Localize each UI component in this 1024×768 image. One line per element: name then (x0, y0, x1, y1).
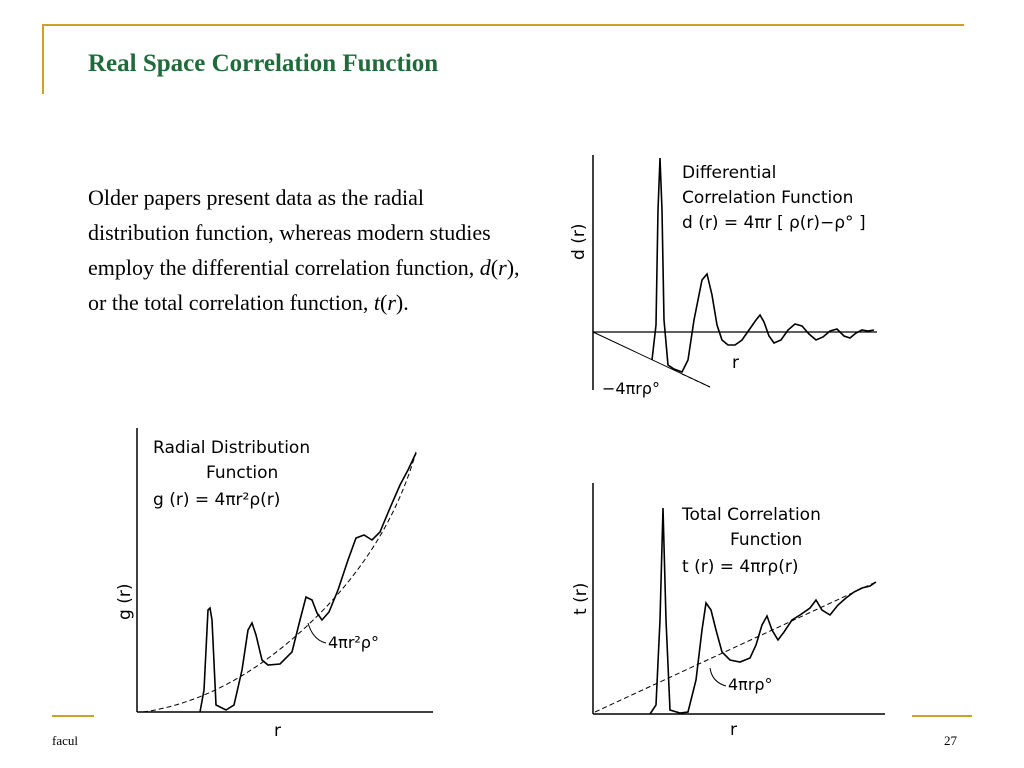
rdf-title-2: Function (206, 463, 279, 483)
diff-formula: d (r) = 4πr [ ρ(r)−ρ° ] (682, 213, 866, 233)
slide-title: Real Space Correlation Function (88, 50, 439, 77)
footer-rule-right (912, 715, 972, 717)
footer-rule-left (52, 715, 94, 717)
tcf-title-1: Total Correlation (682, 505, 821, 525)
tcf-title-2: Function (730, 530, 803, 550)
slide-body-text (88, 180, 528, 320)
total-correlation-figure (560, 480, 890, 765)
body-text-part3: ). (395, 290, 409, 315)
rdf-x-label: r (274, 721, 281, 741)
page-number: 27 (944, 733, 957, 748)
tcf-label-leader (710, 668, 726, 686)
body-paren-2: ( (380, 290, 388, 315)
radial-distribution-figure (108, 420, 438, 741)
tcf-formula: t (r) = 4πrρ(r) (682, 557, 799, 577)
diff-title-1: Differential (682, 163, 777, 183)
body-text-part1: Older papers present data as the radial distribution function, whereas modern studies employ the differential correlation function, (88, 185, 491, 280)
differential-correlation-figure (552, 150, 912, 410)
diff-baseline-label: −4πrρ° (602, 379, 660, 398)
tcf-x-label: r (730, 720, 737, 740)
body-r-symbol-2: r (387, 290, 396, 315)
diff-x-label: r (732, 353, 739, 373)
diff-y-label: d (r) (569, 223, 589, 260)
frame-top-rule (42, 24, 964, 26)
body-paren-1: ( (490, 255, 499, 280)
diff-title-2: Correlation Function (682, 188, 854, 208)
body-r-symbol-1: r (498, 255, 507, 280)
tcf-y-label: t (r) (571, 582, 591, 615)
frame-left-rule (42, 24, 44, 94)
rdf-y-label: g (r) (115, 583, 135, 620)
rdf-label-leader (308, 623, 326, 643)
rdf-title-1: Radial Distribution (153, 438, 311, 458)
rdf-formula: g (r) = 4πr²ρ(r) (153, 490, 281, 510)
rdf-curve-label: 4πr²ρ° (328, 633, 379, 652)
footer-left-text: facul (52, 733, 78, 748)
body-t-symbol: t (373, 290, 381, 315)
tcf-curve-label: 4πrρ° (728, 675, 773, 694)
body-d-symbol: d (479, 255, 491, 280)
body-text-part2: ), or the total correlation function, (88, 255, 520, 315)
